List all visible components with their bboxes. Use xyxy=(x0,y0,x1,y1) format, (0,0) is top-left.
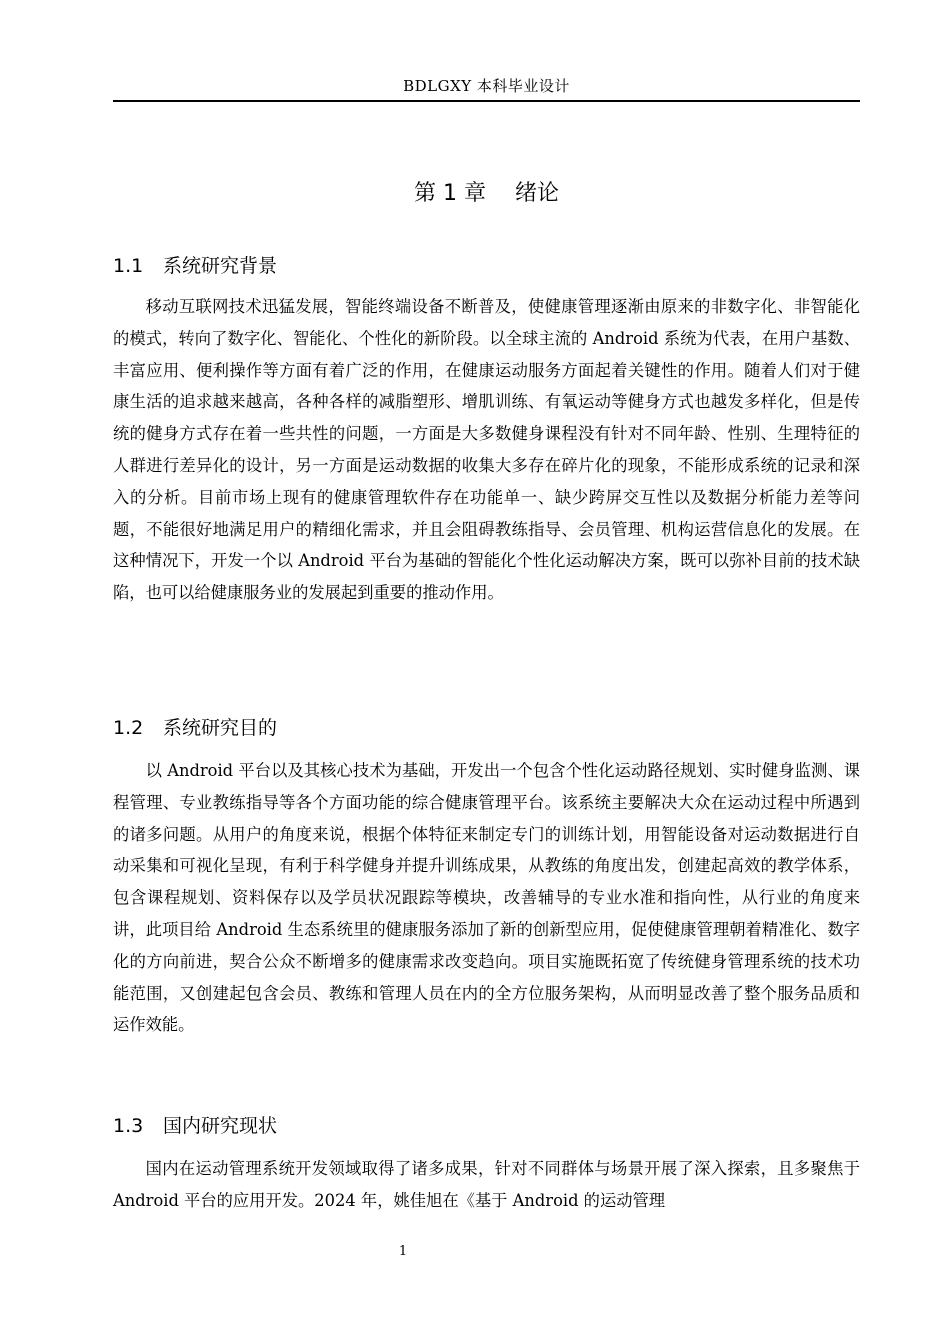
section-heading-1-1 xyxy=(113,252,860,280)
section-title: 系统研究背景 xyxy=(163,255,278,277)
page-number: 1 xyxy=(398,1244,408,1259)
chapter-title: 第 1 章 绪论 xyxy=(414,181,559,206)
section-paragraph-1-3: 国内在运动管理系统开发领域取得了诸多成果，针对不同群体与场景开展了深入探索，且多聚焦于 Android 平台的应用开发。2024 年，姚佳旭在《基于 Android 的运动管理 xyxy=(113,1159,860,1210)
section-title: 国内研究现状 xyxy=(163,1115,278,1137)
header-rule xyxy=(113,100,860,102)
section-paragraph-1-1: 移动互联网技术迅猛发展，智能终端设备不断普及，使健康管理逐渐由原来的非数字化、非智能化的模式，转向了数字化、智能化、个性化的新阶段。以全球主流的 Android 系统为代表，在用户基数、丰富应用、便利操作等方面有着广泛的作用，在健康运动服务方面起着关键性的作用。随着人们对于健康生活的追求越来越高，各种各样的减脂塑形、增肌训练、有氧运动等健身方式也越发多样化，但是传统的健身方式存在着一些共性的问题，一方面是大多数健身课程没有针对不同年龄、性别、生理特征的人群进行差异化的设计，另一方面是运动数据的收集大多存在碎片化的现象，不能形成系统的记录和深入的分析。目前市场上现有的健康管理软件存在功能单一、缺少跨屏交互性以及数据分析能力差等问题，不能很好地满足用户的精细化需求，并且会阻碍教练指导、会员管理、机构运营信息化的发展。在这种情况下，开发一个以 Android 平台为基础的智能化个性化运动解决方案，既可以弥补目前的技术缺陷，也可以给健康服务业的发展起到重要的推动作用。 xyxy=(113,297,860,603)
section-heading-1-3 xyxy=(113,1112,860,1140)
section-number: 1.1 xyxy=(113,255,144,277)
section-title: 系统研究目的 xyxy=(163,717,278,739)
section-number: 1.3 xyxy=(113,1115,144,1137)
section-paragraph-1-2: 以 Android 平台以及其核心技术为基础，开发出一个包含个性化运动路径规划、实时健身监测、课程管理、专业教练指导等各个方面功能的综合健康管理平台。该系统主要解决大众在运动过程中所遇到的诸多问题。从用户的角度来说，根据个体特征来制定专门的训练计划，用智能设备对运动数据进行自动采集和可视化呈现，有利于科学健身并提升训练成果，从教练的角度出发，创建起高效的教学体系，包含课程规划、资料保存以及学员状况跟踪等模块，改善辅导的专业水准和指向性，从行业的角度来讲，此项目给 Android 生态系统里的健康服务添加了新的创新型应用，促使健康管理朝着精准化、数字化的方向前进，契合公众不断增多的健康需求改变趋向。项目实施既拓宽了传统健身管理系统的技术功能范围，又创建起包含会员、教练和管理人员在内的全方位服务架构，从而明显改善了整个服务品质和运作效能。 xyxy=(113,761,860,1035)
section-number: 1.2 xyxy=(113,717,144,739)
page-header: BDLGXY 本科毕业设计 xyxy=(403,77,570,95)
section-heading-1-2 xyxy=(113,714,860,742)
